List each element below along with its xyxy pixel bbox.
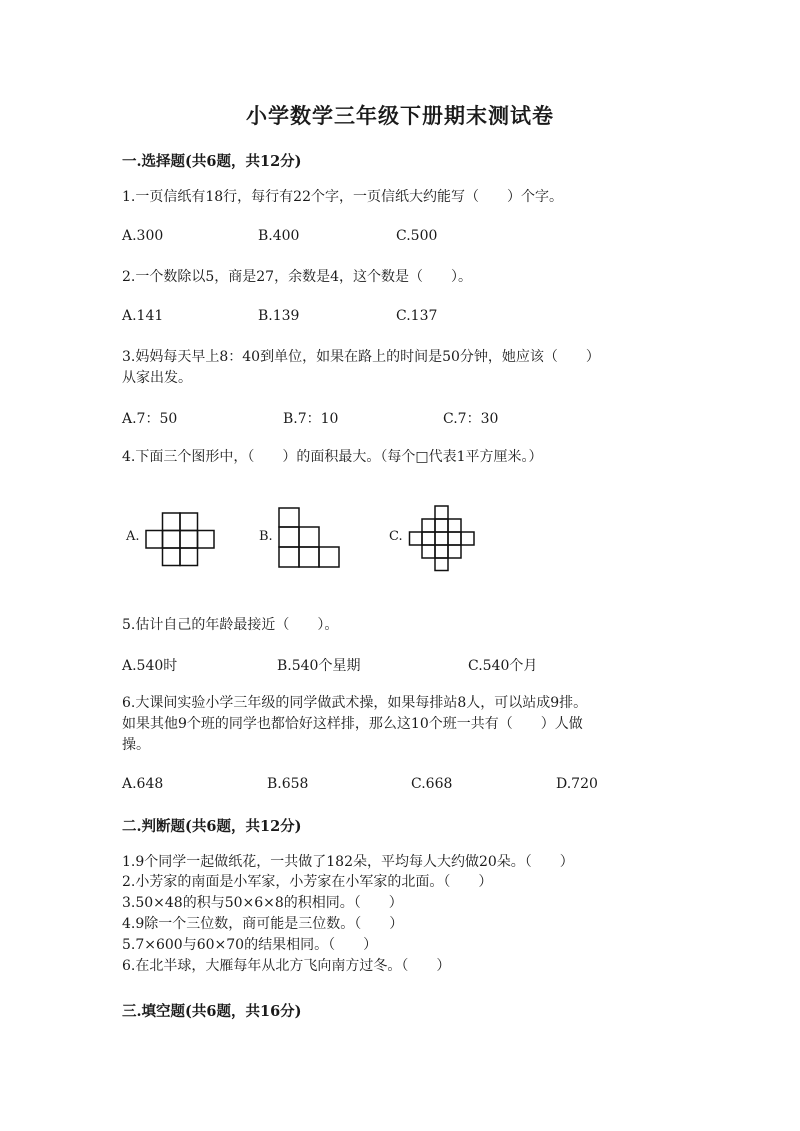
question-1: 1.一页信纸有18行，每行有22个字，一页信纸大约能写（ ）个字。 [122, 189, 563, 205]
figure-c-grid [409, 505, 475, 571]
section-heading-true-false: 二.判断题(共6题，共12分) [122, 818, 302, 835]
section-heading-choice: 一.选择题(共6题，共12分) [122, 153, 302, 170]
option-6c: C.668 [411, 776, 453, 792]
figure-c-label: C. [389, 529, 403, 544]
figure-a-grid [145, 512, 215, 566]
page-title: 小学数学三年级下册期末测试卷 [246, 103, 554, 128]
tf-item-6: 6.在北半球，大雁每年从北方飞向南方过冬。（ ） [122, 958, 451, 974]
option-3a: A.7：50 [122, 411, 178, 427]
tf-item-1: 1.9个同学一起做纸花，一共做了182朵，平均每人大约做20朵。（ ） [122, 854, 574, 870]
tf-item-2: 2.小芳家的南面是小军家，小芳家在小军家的北面。（ ） [122, 874, 493, 890]
tf-item-4: 4.9除一个三位数，商可能是三位数。（ ） [122, 916, 404, 932]
option-1b: B.400 [258, 228, 300, 244]
question-6-line-3: 操。 [122, 737, 150, 753]
question-6-line-1: 6.大课间实验小学三年级的同学做武术操，如果每排站8人，可以站成9排。 [122, 695, 588, 711]
question-6-line-2: 如果其他9个班的同学也都恰好这样排，那么这10个班一共有（ ）人做 [122, 716, 583, 732]
option-5b: B.540个星期 [277, 658, 361, 674]
tf-item-5: 5.7×600与60×70的结果相同。（ ） [122, 937, 378, 953]
question-2: 2.一个数除以5，商是27，余数是4，这个数是（ ）。 [122, 269, 472, 285]
option-6b: B.658 [267, 776, 309, 792]
tf-item-3: 3.50×48的积与50×6×8的积相同。（ ） [122, 895, 403, 911]
question-4: 4.下面三个图形中，（ ）的面积最大。（每个□代表1平方厘米。） [122, 449, 543, 465]
section-heading-fill-blank: 三.填空题(共6题，共16分) [122, 1003, 302, 1020]
figure-a-label: A. [126, 529, 140, 544]
figure-b-label: B. [259, 529, 273, 544]
option-2b: B.139 [258, 308, 300, 324]
option-1a: A.300 [122, 228, 164, 244]
question-3-line-2: 从家出发。 [122, 370, 192, 386]
option-6d: D.720 [556, 776, 598, 792]
option-2a: A.141 [122, 308, 164, 324]
option-3c: C.7：30 [443, 411, 499, 427]
option-2c: C.137 [396, 308, 438, 324]
option-1c: C.500 [396, 228, 438, 244]
option-6a: A.648 [122, 776, 164, 792]
option-5c: C.540个月 [468, 658, 538, 674]
figure-b-grid [278, 507, 340, 569]
question-5: 5.估计自己的年龄最接近（ ）。 [122, 617, 339, 633]
question-3-line-1: 3.妈妈每天早上8：40到单位，如果在路上的时间是50分钟，她应该（ ） [122, 349, 600, 365]
option-3b: B.7：10 [283, 411, 339, 427]
option-5a: A.540时 [122, 658, 178, 674]
